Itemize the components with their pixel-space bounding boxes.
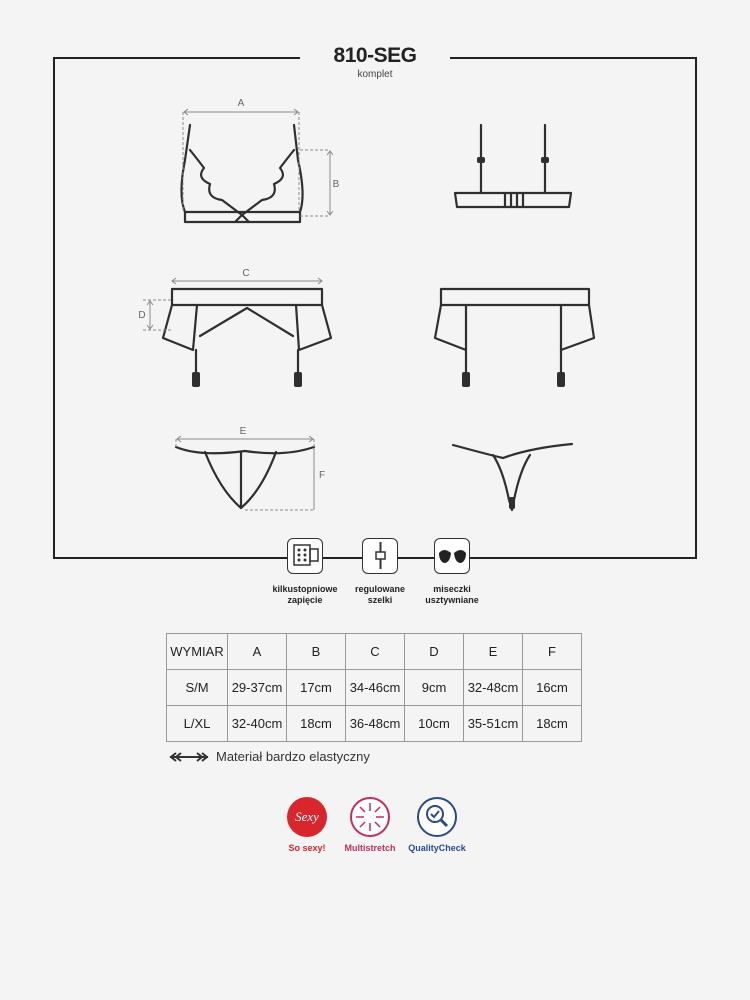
table-cell: 10cm	[405, 706, 464, 742]
table-cell: 9cm	[405, 670, 464, 706]
dim-label-a: A	[237, 98, 245, 109]
table-cell: 17cm	[287, 670, 346, 706]
feature-label-line1: miseczki	[433, 584, 471, 594]
product-code: 810-SEG	[333, 44, 417, 67]
table-header-cell: F	[523, 634, 582, 670]
badge-label: So sexy!	[288, 843, 326, 853]
product-type: komplet	[357, 69, 393, 80]
table-header-cell: WYMIAR	[167, 634, 228, 670]
table-row	[167, 706, 582, 742]
table-header-cell: B	[287, 634, 346, 670]
bra-front-drawing	[182, 125, 303, 222]
multistretch-icon	[350, 797, 390, 837]
badge-label: QualityCheck	[408, 843, 466, 853]
table-cell: L/XL	[167, 706, 228, 742]
table-cell: S/M	[167, 670, 228, 706]
dim-label-c: C	[242, 268, 250, 279]
quality-check-icon	[417, 797, 457, 837]
adjustable-strap-icon	[362, 538, 398, 574]
feature-label-line2: usztywniane	[425, 595, 479, 605]
feature-label-line2: szelki	[367, 595, 393, 605]
table-cell: 35-51cm	[464, 706, 523, 742]
garter-front-drawing	[163, 289, 331, 372]
dim-label-b: B	[332, 179, 340, 190]
feature-label-line1: regulowane	[354, 584, 405, 594]
table-cell: 29-37cm	[228, 670, 287, 706]
stretch-arrows-icon	[168, 750, 210, 765]
sexy-icon-text: Sexy	[295, 809, 319, 824]
dim-label-e: E	[239, 426, 247, 437]
table-cell: 32-48cm	[464, 670, 523, 706]
table-cell: 18cm	[523, 706, 582, 742]
table-cell: 16cm	[523, 670, 582, 706]
badge-quality-check	[392, 797, 482, 853]
table-cell: 18cm	[287, 706, 346, 742]
table-header-row	[167, 634, 582, 670]
table-row	[167, 670, 582, 706]
table-cell: 34-46cm	[346, 670, 405, 706]
dim-label-f: F	[318, 470, 326, 481]
table-header-cell: A	[228, 634, 287, 670]
table-header-cell: D	[405, 634, 464, 670]
garter-back-drawing	[435, 289, 594, 372]
elastic-note	[168, 749, 370, 765]
table-header-cell: E	[464, 634, 523, 670]
multi-hook-clasp-icon	[287, 538, 323, 574]
feature-label-line1: kilkustopniowe	[272, 584, 338, 594]
thong-front-drawing	[176, 447, 314, 508]
dim-label-d: D	[138, 310, 146, 321]
feature-cups	[397, 538, 507, 606]
table-header-cell: C	[346, 634, 405, 670]
padded-cups-icon	[434, 538, 470, 574]
elastic-note-text: Materiał bardzo elastyczny	[216, 749, 370, 764]
feature-label-line2: zapięcie	[287, 595, 323, 605]
table-cell: 32-40cm	[228, 706, 287, 742]
sexy-icon	[287, 797, 327, 837]
badge-label: Multistretch	[344, 843, 396, 853]
bra-back-drawing	[455, 125, 571, 207]
size-table	[166, 633, 582, 742]
table-cell: 36-48cm	[346, 706, 405, 742]
